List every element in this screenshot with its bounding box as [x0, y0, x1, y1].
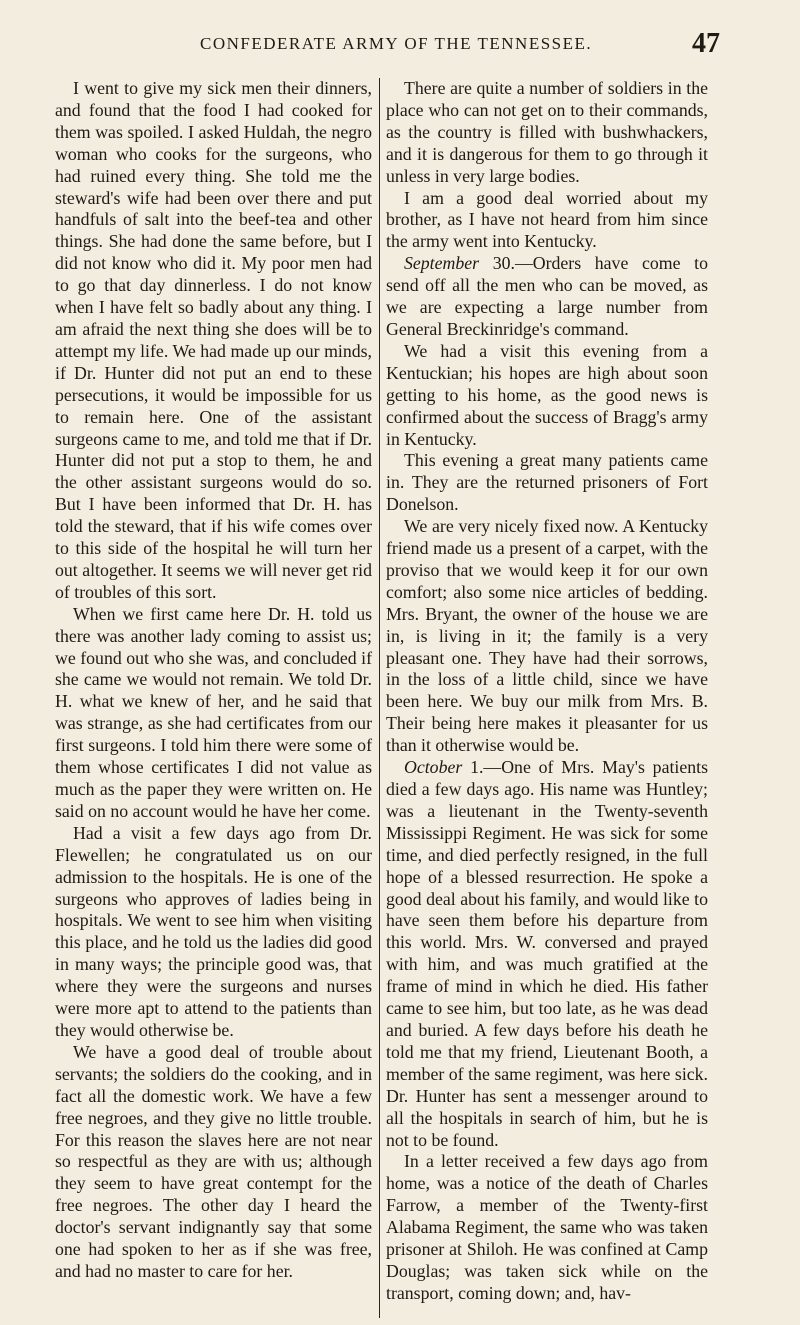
column-divider	[379, 78, 380, 1318]
entry-text: 1.—One of Mrs. May's patients died a few days ago. His name was Huntley; was a lieutenant in the Twenty-seventh Mississippi Regiment. He was sick for some time, and died perfectly resigned, in the full hope of a blessed resurrection. He spoke a good deal about his family, and would like to have seen them before his departure from this world. Mrs. W. conversed and prayed with him, and was much gratified at the frame of mind in which he died. His father came to see him, but too late, as he was dead and buried. A few days before his death he told me that my friend, Lieutenant Booth, a member of the same regiment, was here sick. Dr. Hunter has sent a messenger around to all the hospitals in search of him, but he is not to be found.	[386, 757, 708, 1150]
entry-text: 30.—Orders have come to send off all the men who can be moved, as we are expecting a large number from General Breckinridge's command.	[386, 253, 708, 339]
paragraph: We had a visit this evening from a Kentuckian; his hopes are high about soon getting to his home, as the good news is confirmed about the success of Bragg's army in Kentucky.	[386, 340, 708, 449]
paragraph: We are very nicely fixed now. A Kentucky friend made us a present of a carpet, with the proviso that we would keep it for our own comfort; also some nice articles of bedding. Mrs. Bryant, the owner of the house we are in, is living in it; the family is a very pleasant one. They have had their sorrows, in the loss of a little child, since we have been here. We buy our milk from Mrs. B. Their being here makes it pleasanter for us than it otherwise would be.	[386, 516, 708, 756]
dated-entry	[386, 253, 708, 341]
running-head: CONFEDERATE ARMY OF THE TENNESSEE.	[200, 34, 593, 53]
paragraph: This evening a great many patients came in. They are the returned prisoners of Fort Donelson.	[386, 450, 708, 515]
paragraph: Had a visit a few days ago from Dr. Flewellen; he congratulated us on our admission to the hospitals. He is one of the surgeons who approves of ladies being in hospitals. We went to see him when visiting this place, and he told us the ladies did good in many ways; the principle good was, that where they were the surgeons and nurses were more apt to attend to the patients than they would otherwise be.	[55, 822, 372, 1040]
page-number: 47	[692, 28, 720, 59]
paragraph: We have a good deal of trouble about servants; the soldiers do the cooking, and in fact all the domestic work. We have a few free negroes, and they give no little trouble. For this reason the slaves here are not near so respectful as they are with us; although they seem to have great contempt for the free negroes. The other day I heard the doctor's servant indignantly say that some one had spoken to her as if she was free, and had no master to care for her.	[55, 1041, 372, 1281]
dated-entry	[386, 757, 708, 1151]
paragraph: In a letter received a few days ago from home, was a notice of the death of Charles Farrow, a member of the Twenty-first Alabama Regiment, the same who was taken prisoner at Shiloh. He was confined at Camp Douglas; was taken sick while on the transport, coming down; and, hav-	[386, 1151, 708, 1303]
entry-date: October	[404, 757, 463, 778]
left-column	[55, 78, 372, 1283]
paragraph: When we first came here Dr. H. told us there was another lady coming to assist us; we found out who she was, and concluded if she came we would not remain. We told Dr. H. what we knew of her, and he said that was strange, as she had certificates from our first surgeons. I told him there were some of them whose certificates I did not value as much as the paper they were written on. He said on no account would he have her come.	[55, 603, 372, 821]
paragraph: There are quite a number of soldiers in the place who can not get on to their commands, as the country is filled with bushwhackers, and it is dangerous for them to go through it unless in very large bodies.	[386, 78, 708, 186]
entry-date: September	[404, 253, 480, 274]
right-column	[386, 78, 708, 1305]
paragraph: I am a good deal worried about my brother, as I have not heard from him since the army went into Kentucky.	[386, 187, 708, 252]
paragraph: I went to give my sick men their dinners, and found that the food I had cooked for them was spoiled. I asked Huldah, the negro woman who cooks for the surgeons, who had ruined every thing. She told me the steward's wife had been over there and put handfuls of salt into the beef-tea and other things. She had done the same before, but I did not know who did it. My poor men had to go that day dinnerless. I do not know when I have felt so badly about any thing. I am afraid the next thing she does will be to attempt my life. We had made up our minds, if Dr. Hunter did not put an end to these persecutions, it would be impossible for us to remain here. One of the assistant surgeons came to me, and told me that if Dr. Hunter did not put a stop to them, he and the other assistant surgeons would do so. But I have been informed that Dr. H. has told the steward, that if his wife comes over to this side of the hospital he will turn her out altogether. It seems we will never get rid of troubles of this sort.	[55, 78, 372, 602]
